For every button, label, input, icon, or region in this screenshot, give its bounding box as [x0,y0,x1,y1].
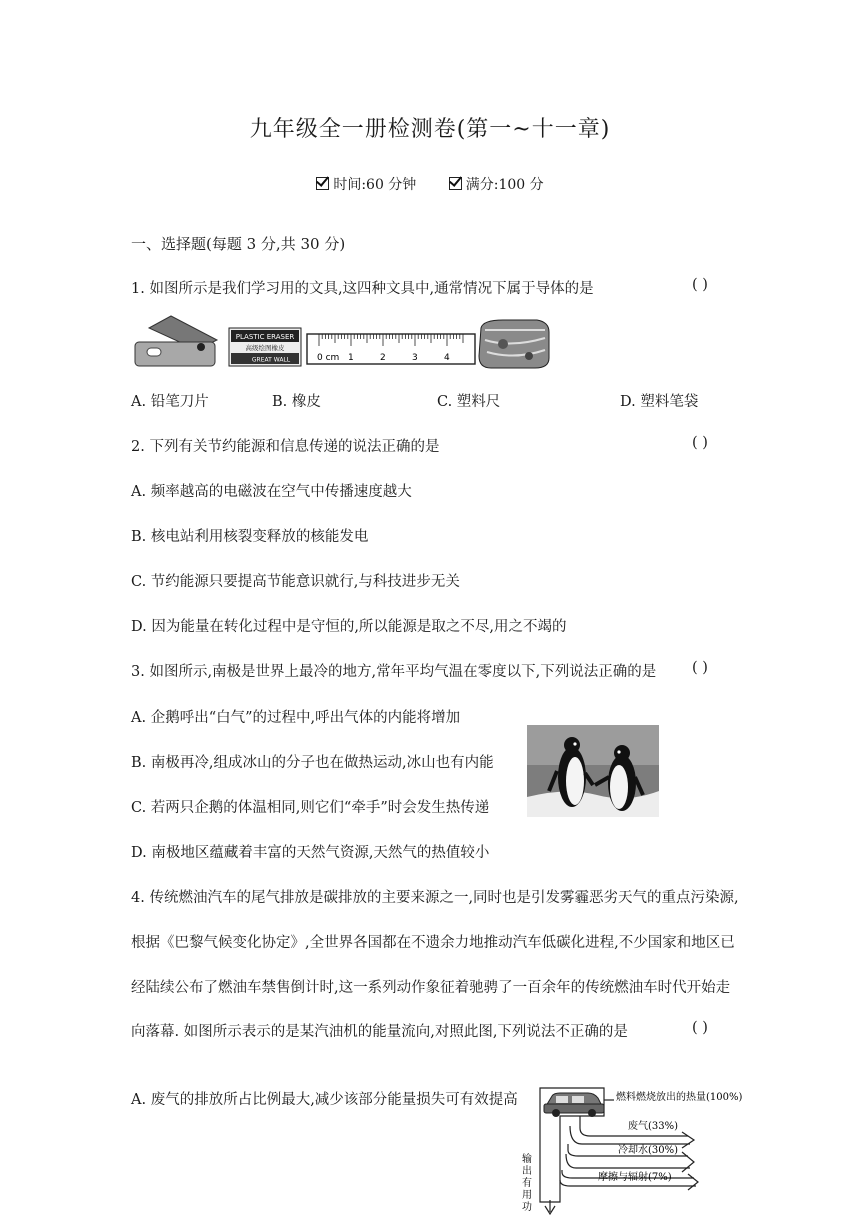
q1-option-c: C. 塑料尺 [437,394,501,410]
ruler-icon [307,334,475,364]
q4-option-a: A. 废气的排放所占比例最大,减少该部分能量损失可有效提高 [131,1092,518,1108]
q3-option-b: B. 南极再冷,组成冰山的分子也在做热运动,冰山也有内能 [131,755,494,771]
q1-option-a: A. 铅笔刀片 [131,394,209,410]
ruler-number: 3 [412,353,418,363]
energy-friction-label: 摩擦与辐射(7%) [598,1172,672,1183]
section-heading: 一、选择题(每题 3 分,共 30 分) [131,235,346,253]
time-text: 时间:60 分钟 [333,177,417,193]
pencil-case-icon [479,320,549,368]
q4-energy-flow-diagram [518,1084,754,1216]
q3-option-d: D. 南极地区蕴藏着丰富的天然气资源,天然气的热值较小 [131,845,490,861]
q1-stationery-figure [131,312,556,374]
eraser-label-3: GREAT WALL [251,356,291,364]
exam-meta [0,174,860,194]
page-title: 九年级全一册检测卷(第一~十一章) [249,117,611,142]
q4-answer-blank: ( ) [692,1020,708,1036]
q2-option-b: B. 核电站利用核裂变释放的核能发电 [131,529,369,545]
score-text: 满分:100 分 [465,177,544,193]
car-icon [544,1093,604,1117]
q4-stem-line-3: 经陆续公布了燃油车禁售倒计时,这一系列动作象征着驰骋了一百余年的传统燃油车时代开始走 [131,980,731,996]
checkbox-icon [449,177,462,190]
q2-answer-blank: ( ) [692,435,708,451]
ruler-number: 1 [348,353,354,363]
checkbox-icon [316,177,329,190]
q2-option-d: D. 因为能量在转化过程中是守恒的,所以能源是取之不尽,用之不竭的 [131,619,567,635]
q1-option-b: B. 橡皮 [272,394,321,410]
q3-option-c: C. 若两只企鹅的体温相同,则它们“牵手”时会发生热传递 [131,800,490,816]
q3-stem: 3. 如图所示,南极是世界上最冷的地方,常年平均气温在零度以下,下列说法正确的是 [131,664,657,680]
eraser-label-2: 高级绘图橡皮 [245,344,285,352]
energy-coolant-label: 冷却水(30%) [618,1145,679,1156]
pencil-blade-icon [135,316,217,366]
eraser-icon [229,328,301,366]
score-info [449,174,544,194]
q1-option-d: D. 塑料笔袋 [620,394,699,410]
q2-option-c: C. 节约能源只要提高节能意识就行,与科技进步无关 [131,574,460,590]
q3-answer-blank: ( ) [692,660,708,676]
q2-stem: 2. 下列有关节约能源和信息传递的说法正确的是 [131,439,440,455]
q4-stem-line-4: 向落幕. 如图所示表示的是某汽油机的能量流向,对照此图,下列说法不正确的是 [131,1024,628,1040]
time-info [316,174,416,194]
eraser-label-1: PLASTIC ERASER [235,333,295,341]
ruler-number: 4 [444,353,450,363]
energy-total-label: 燃料燃烧放出的热量(100%) [616,1092,743,1103]
q2-option-a: A. 频率越高的电磁波在空气中传播速度越大 [131,484,412,500]
q3-penguin-photo [527,725,659,817]
q3-option-a: A. 企鹅呼出“白气”的过程中,呼出气体的内能将增加 [131,710,461,726]
ruler-unit: 0 cm [317,353,340,363]
q4-stem-line-2: 根据《巴黎气候变化协定》,全世界各国都在不遗余力地推动汽车低碳化进程,不少国家和地区已 [131,935,735,951]
q1-stem: 1. 如图所示是我们学习用的文具,这四种文具中,通常情况下属于导体的是 [131,281,594,297]
energy-output-label: 输出有用功 [522,1154,532,1213]
ruler-number: 2 [380,353,386,363]
energy-exhaust-label: 废气(33%) [628,1121,679,1132]
q4-stem-line-1: 4. 传统燃油汽车的尾气排放是碳排放的主要来源之一,同时也是引发雾霾恶劣天气的重点污染源, [131,890,739,906]
q1-answer-blank: ( ) [692,277,708,293]
